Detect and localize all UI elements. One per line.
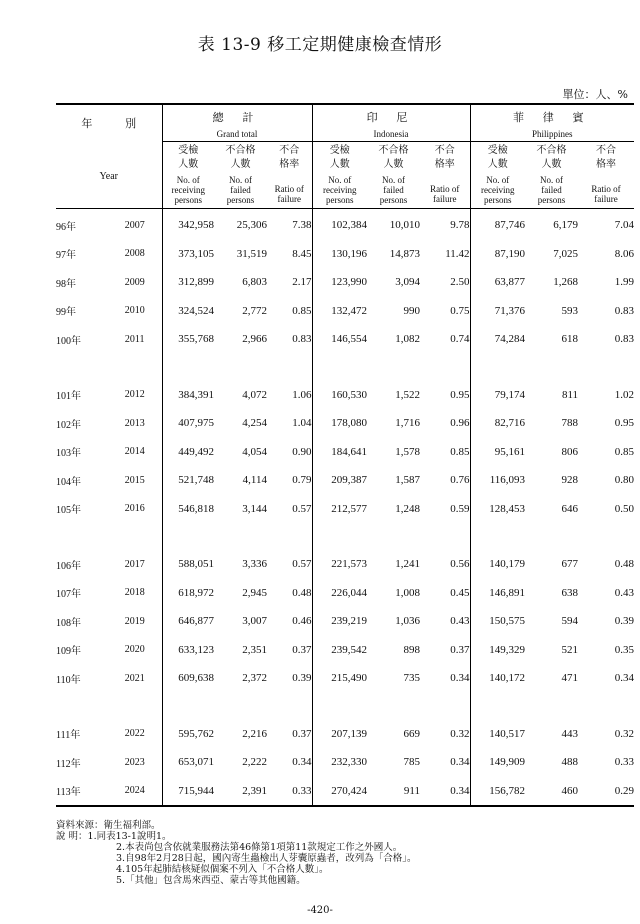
year-ad: 2012 bbox=[108, 381, 162, 410]
indonesia-failed-cell: 911 bbox=[403, 784, 421, 797]
subheader-en: persons bbox=[379, 195, 408, 205]
indonesia-failed-cell: 1,522 bbox=[395, 388, 421, 401]
subheader-cell bbox=[267, 142, 312, 209]
philippines-failed-cell: 594 bbox=[561, 615, 579, 628]
subheader-zh: 格率 bbox=[596, 159, 617, 170]
indonesia-receiving-cell: 226,044 bbox=[331, 586, 368, 599]
note-item: 4.105年起肺結核疑似個案不列入「不合格人數」。 bbox=[116, 864, 329, 875]
total-failed-cell: 3,007 bbox=[242, 615, 267, 628]
philippines-failed-cell: 6,179 bbox=[553, 219, 579, 232]
year-roc: 100年 bbox=[56, 335, 81, 347]
indonesia-failed-cell: 785 bbox=[403, 756, 421, 769]
total-receiving-cell: 633,123 bbox=[178, 643, 214, 656]
table-row bbox=[56, 720, 634, 749]
philippines-failed-cell: 443 bbox=[561, 727, 579, 740]
note-label: 說 明： bbox=[56, 831, 88, 842]
indonesia-failed-cell: 1,248 bbox=[395, 502, 421, 515]
philippines-receiving-cell: 128,453 bbox=[489, 502, 526, 515]
indonesia-ratio-cell: 0.45 bbox=[420, 579, 470, 608]
subheader-en: No. of bbox=[486, 175, 510, 185]
table-row bbox=[56, 495, 634, 524]
total-ratio-cell: 2.17 bbox=[267, 268, 312, 297]
total-ratio-cell: 8.45 bbox=[267, 240, 312, 269]
indonesia-failed-cell: 1,036 bbox=[395, 615, 421, 628]
total-failed-cell: 2,222 bbox=[242, 756, 267, 769]
indonesia-ratio-cell: 9.78 bbox=[420, 209, 470, 240]
group-header-en: Grand total bbox=[216, 129, 258, 139]
philippines-ratio-cell: 0.32 bbox=[614, 727, 635, 740]
philippines-failed-cell: 7,025 bbox=[553, 247, 579, 260]
total-receiving-cell: 521,748 bbox=[178, 474, 214, 487]
philippines-failed-cell: 677 bbox=[561, 558, 579, 571]
subheader-en: persons bbox=[484, 195, 512, 205]
total-receiving-cell: 609,638 bbox=[178, 672, 214, 685]
indonesia-ratio-cell: 0.74 bbox=[420, 325, 470, 354]
year-ad: 2023 bbox=[108, 748, 162, 777]
philippines-failed-cell: 638 bbox=[561, 586, 579, 599]
total-ratio-cell: 0.79 bbox=[267, 466, 312, 495]
philippines-ratio-cell: 0.29 bbox=[614, 784, 635, 797]
subheader-en: No. of bbox=[540, 175, 564, 185]
philippines-failed-cell: 488 bbox=[561, 756, 579, 769]
group-header-en: Philippines bbox=[532, 129, 573, 139]
table-row bbox=[56, 240, 634, 269]
philippines-receiving-cell: 140,172 bbox=[489, 672, 526, 685]
subheader-en: failed bbox=[541, 185, 562, 195]
year-header-en: Year bbox=[99, 170, 118, 182]
total-receiving-cell: 595,762 bbox=[178, 727, 214, 740]
indonesia-receiving-cell: 178,080 bbox=[331, 417, 368, 430]
total-ratio-cell: 0.57 bbox=[267, 550, 312, 579]
year-roc: 107年 bbox=[56, 589, 81, 601]
year-ad: 2008 bbox=[108, 240, 162, 269]
year-ad: 2016 bbox=[108, 495, 162, 524]
year-ad: 2019 bbox=[108, 607, 162, 636]
total-ratio-cell: 0.90 bbox=[267, 438, 312, 467]
indonesia-ratio-cell: 0.75 bbox=[420, 297, 470, 326]
total-receiving-cell: 384,391 bbox=[178, 388, 214, 401]
philippines-receiving-cell: 87,190 bbox=[494, 247, 526, 260]
subheader-en: No. of bbox=[328, 175, 352, 185]
indonesia-ratio-cell: 0.37 bbox=[420, 636, 470, 665]
subheader-cell bbox=[525, 142, 578, 209]
indonesia-receiving-cell: 123,990 bbox=[331, 276, 368, 289]
philippines-failed-cell: 928 bbox=[561, 474, 579, 487]
subheader-cell bbox=[578, 142, 634, 209]
indonesia-failed-cell: 3,094 bbox=[395, 276, 421, 289]
total-ratio-cell: 1.04 bbox=[267, 409, 312, 438]
indonesia-receiving-cell: 212,577 bbox=[331, 502, 368, 515]
total-ratio-cell: 1.06 bbox=[267, 381, 312, 410]
philippines-ratio-cell: 0.35 bbox=[614, 643, 635, 656]
year-roc: 108年 bbox=[56, 617, 81, 629]
subheader-en: No. of bbox=[229, 175, 252, 185]
year-ad: 2017 bbox=[108, 550, 162, 579]
year-roc: 101年 bbox=[56, 391, 81, 403]
philippines-failed-cell: 811 bbox=[561, 388, 579, 401]
philippines-receiving-cell: 150,575 bbox=[489, 615, 526, 628]
subheader-zh: 受檢 bbox=[487, 145, 508, 156]
table-row bbox=[56, 636, 634, 665]
table-row bbox=[56, 209, 634, 240]
subheader-en: No. of bbox=[382, 175, 406, 185]
indonesia-receiving-cell: 239,542 bbox=[331, 643, 368, 656]
total-receiving-cell: 715,944 bbox=[178, 784, 214, 797]
total-ratio-cell: 0.33 bbox=[267, 777, 312, 807]
total-receiving-cell: 618,972 bbox=[178, 586, 214, 599]
total-failed-cell: 2,372 bbox=[242, 672, 267, 685]
total-ratio-cell: 0.39 bbox=[267, 664, 312, 693]
philippines-failed-cell: 646 bbox=[561, 502, 579, 515]
indonesia-failed-cell: 1,082 bbox=[395, 333, 421, 346]
total-failed-cell: 6,803 bbox=[242, 276, 267, 289]
philippines-ratio-cell: 1.99 bbox=[614, 276, 635, 289]
subheader-zh: 受檢 bbox=[178, 145, 199, 156]
subheader-zh: 格率 bbox=[279, 159, 300, 170]
philippines-ratio-cell: 0.83 bbox=[614, 333, 635, 346]
total-failed-cell: 3,336 bbox=[242, 558, 267, 571]
philippines-receiving-cell: 95,161 bbox=[494, 445, 526, 458]
total-receiving-cell: 324,524 bbox=[178, 304, 214, 317]
indonesia-failed-cell: 1,716 bbox=[395, 417, 421, 430]
subheader-en: Ratio of bbox=[591, 184, 621, 194]
philippines-ratio-cell: 1.02 bbox=[614, 388, 635, 401]
year-roc: 110年 bbox=[56, 674, 81, 686]
year-ad: 2015 bbox=[108, 466, 162, 495]
philippines-receiving-cell: 149,909 bbox=[489, 756, 526, 769]
unit-label: 單位：人、% bbox=[562, 88, 628, 101]
philippines-ratio-cell: 0.85 bbox=[614, 445, 635, 458]
note-item: 3.自98年2月28日起，國內寄生蟲檢出人芽囊原蟲者，改列為「合格」。 bbox=[116, 853, 417, 864]
philippines-receiving-cell: 116,093 bbox=[489, 474, 526, 487]
philippines-ratio-cell: 0.33 bbox=[614, 756, 635, 769]
table-row bbox=[56, 466, 634, 495]
year-roc: 104年 bbox=[56, 476, 81, 488]
total-failed-cell: 2,966 bbox=[242, 333, 267, 346]
table-row bbox=[56, 325, 634, 354]
group-header-zh: 總 計 bbox=[212, 112, 262, 124]
indonesia-ratio-cell: 11.42 bbox=[420, 240, 470, 269]
philippines-failed-cell: 593 bbox=[561, 304, 579, 317]
total-failed-cell: 2,772 bbox=[242, 304, 267, 317]
indonesia-receiving-cell: 184,641 bbox=[331, 445, 368, 458]
total-failed-cell: 4,254 bbox=[242, 417, 267, 430]
total-receiving-cell: 588,051 bbox=[178, 558, 214, 571]
subheader-en: failure bbox=[594, 194, 618, 204]
philippines-failed-cell: 1,268 bbox=[553, 276, 579, 289]
philippines-receiving-cell: 63,877 bbox=[494, 276, 526, 289]
notes-section bbox=[56, 820, 616, 886]
philippines-failed-cell: 460 bbox=[561, 784, 579, 797]
subheader-en: Ratio of bbox=[274, 184, 304, 194]
year-roc: 113年 bbox=[56, 787, 81, 799]
total-failed-cell: 3,144 bbox=[242, 502, 267, 515]
year-roc: 105年 bbox=[56, 505, 81, 517]
year-ad: 2022 bbox=[108, 720, 162, 749]
indonesia-failed-cell: 1,241 bbox=[395, 558, 421, 571]
subheader-en: persons bbox=[537, 195, 566, 205]
note-line-1 bbox=[56, 831, 616, 842]
subheader-zh: 不合 bbox=[434, 145, 455, 156]
table-row bbox=[56, 268, 634, 297]
subheader-en: failed bbox=[230, 185, 251, 195]
indonesia-ratio-cell: 0.76 bbox=[420, 466, 470, 495]
indonesia-receiving-cell: 160,530 bbox=[331, 388, 368, 401]
group-header-indonesia bbox=[312, 104, 470, 142]
indonesia-failed-cell: 990 bbox=[403, 304, 421, 317]
philippines-ratio-cell: 0.34 bbox=[614, 672, 635, 685]
note-item: 2.本表尚包含依就業服務法第46條第1項第11款規定工作之外國人。 bbox=[116, 842, 403, 853]
philippines-receiving-cell: 74,284 bbox=[494, 333, 526, 346]
year-roc: 102年 bbox=[56, 419, 81, 431]
total-failed-cell: 4,054 bbox=[242, 445, 267, 458]
year-roc: 112年 bbox=[56, 758, 81, 770]
subheader-zh: 不合 bbox=[279, 145, 300, 156]
table-row bbox=[56, 297, 634, 326]
philippines-failed-cell: 521 bbox=[561, 643, 579, 656]
subheader-zh: 人數 bbox=[383, 159, 404, 170]
spacer-row bbox=[56, 354, 634, 381]
philippines-receiving-cell: 140,517 bbox=[489, 727, 526, 740]
philippines-failed-cell: 788 bbox=[561, 417, 579, 430]
note-source: 資料來源：衛生福利部。 bbox=[56, 820, 161, 831]
year-roc: 111年 bbox=[56, 730, 81, 742]
subheader-en: persons bbox=[326, 195, 354, 205]
year-ad: 2018 bbox=[108, 579, 162, 608]
table-row bbox=[56, 409, 634, 438]
philippines-receiving-cell: 149,329 bbox=[489, 643, 526, 656]
philippines-ratio-cell: 7.04 bbox=[614, 219, 635, 232]
year-roc: 97年 bbox=[56, 250, 76, 262]
subheader-zh: 格率 bbox=[434, 159, 455, 170]
subheader-en: No. of bbox=[176, 175, 200, 185]
year-header bbox=[56, 104, 162, 142]
philippines-receiving-cell: 79,174 bbox=[494, 388, 526, 401]
page-title: 表 13-9 移工定期健康檢查情形 bbox=[197, 35, 443, 55]
subheader-en: persons bbox=[174, 195, 202, 205]
subheader-en: failed bbox=[383, 185, 404, 195]
year-roc: 109年 bbox=[56, 646, 81, 658]
total-failed-cell: 4,072 bbox=[242, 388, 267, 401]
table-row bbox=[56, 664, 634, 693]
table-row bbox=[56, 748, 634, 777]
indonesia-failed-cell: 14,873 bbox=[389, 247, 421, 260]
indonesia-receiving-cell: 130,196 bbox=[331, 247, 368, 260]
group-header-zh: 菲 律 賓 bbox=[513, 112, 592, 124]
subheader-cell bbox=[470, 142, 525, 209]
total-receiving-cell: 312,899 bbox=[178, 276, 214, 289]
subheader-cell bbox=[420, 142, 470, 209]
subheader-zh: 不合格 bbox=[536, 145, 567, 156]
page-number: -420- bbox=[307, 905, 333, 916]
indonesia-ratio-cell: 0.32 bbox=[420, 720, 470, 749]
subheader-zh: 人數 bbox=[230, 159, 251, 170]
total-ratio-cell: 7.38 bbox=[267, 209, 312, 240]
table-row bbox=[56, 777, 634, 807]
table-row bbox=[56, 607, 634, 636]
total-receiving-cell: 646,877 bbox=[178, 615, 214, 628]
year-roc: 103年 bbox=[56, 448, 81, 460]
indonesia-receiving-cell: 209,387 bbox=[331, 474, 368, 487]
group-header-en: Indonesia bbox=[373, 129, 409, 139]
indonesia-failed-cell: 735 bbox=[403, 672, 421, 685]
total-failed-cell: 2,216 bbox=[242, 727, 267, 740]
group-header-total bbox=[162, 104, 312, 142]
indonesia-failed-cell: 1,587 bbox=[395, 474, 421, 487]
year-ad: 2021 bbox=[108, 664, 162, 693]
indonesia-failed-cell: 669 bbox=[403, 727, 421, 740]
total-ratio-cell: 0.37 bbox=[267, 636, 312, 665]
philippines-ratio-cell: 0.83 bbox=[614, 304, 635, 317]
year-roc: 99年 bbox=[56, 307, 76, 319]
health-check-table bbox=[56, 103, 634, 807]
philippines-ratio-cell: 0.48 bbox=[614, 558, 635, 571]
note-item: 1.同表13-1說明1。 bbox=[87, 831, 172, 842]
group-header-philippines bbox=[470, 104, 634, 142]
subheader-en: receiving bbox=[171, 185, 205, 195]
subheader-cell bbox=[214, 142, 267, 209]
philippines-failed-cell: 471 bbox=[561, 672, 579, 685]
philippines-ratio-cell: 0.95 bbox=[614, 417, 635, 430]
indonesia-ratio-cell: 0.34 bbox=[420, 777, 470, 807]
subheader-zh: 不合格 bbox=[225, 145, 256, 156]
subheader-zh: 受檢 bbox=[329, 145, 350, 156]
total-failed-cell: 31,519 bbox=[236, 247, 267, 260]
year-ad: 2013 bbox=[108, 409, 162, 438]
total-ratio-cell: 0.57 bbox=[267, 495, 312, 524]
year-ad: 2020 bbox=[108, 636, 162, 665]
table-row bbox=[56, 579, 634, 608]
indonesia-failed-cell: 898 bbox=[403, 643, 421, 656]
table-row bbox=[56, 438, 634, 467]
note-item: 5.「其他」包含馬來西亞、蒙古等其他國籍。 bbox=[116, 875, 306, 886]
indonesia-receiving-cell: 146,554 bbox=[331, 333, 368, 346]
table-row bbox=[56, 550, 634, 579]
indonesia-ratio-cell: 0.34 bbox=[420, 748, 470, 777]
year-header-en-cell bbox=[56, 142, 162, 209]
indonesia-receiving-cell: 232,330 bbox=[331, 756, 368, 769]
year-roc: 96年 bbox=[56, 221, 76, 233]
year-ad: 2014 bbox=[108, 438, 162, 467]
total-failed-cell: 2,351 bbox=[242, 643, 267, 656]
indonesia-failed-cell: 10,010 bbox=[389, 219, 421, 232]
total-failed-cell: 4,114 bbox=[242, 474, 267, 487]
philippines-receiving-cell: 87,746 bbox=[494, 219, 526, 232]
indonesia-failed-cell: 1,578 bbox=[395, 445, 421, 458]
philippines-receiving-cell: 146,891 bbox=[489, 586, 526, 599]
year-ad: 2010 bbox=[108, 297, 162, 326]
philippines-ratio-cell: 8.06 bbox=[614, 247, 635, 260]
subheader-en: Ratio of bbox=[430, 184, 460, 194]
subheader-en: persons bbox=[226, 195, 255, 205]
philippines-ratio-cell: 0.80 bbox=[614, 474, 635, 487]
subheader-en: failure bbox=[433, 194, 457, 204]
indonesia-ratio-cell: 0.85 bbox=[420, 438, 470, 467]
subheader-en: receiving bbox=[323, 185, 357, 195]
indonesia-ratio-cell: 0.96 bbox=[420, 409, 470, 438]
year-header-zh: 年 別 bbox=[81, 118, 137, 131]
subheader-zh: 人數 bbox=[178, 159, 199, 170]
total-receiving-cell: 449,492 bbox=[178, 445, 214, 458]
subheader-zh: 人數 bbox=[487, 159, 508, 170]
indonesia-receiving-cell: 215,490 bbox=[331, 672, 368, 685]
total-receiving-cell: 407,975 bbox=[178, 417, 214, 430]
spacer-row bbox=[56, 523, 634, 550]
total-ratio-cell: 0.46 bbox=[267, 607, 312, 636]
subheader-cell bbox=[162, 142, 214, 209]
spacer-row bbox=[56, 693, 634, 720]
total-receiving-cell: 373,105 bbox=[178, 247, 214, 260]
philippines-ratio-cell: 0.50 bbox=[614, 502, 635, 515]
indonesia-failed-cell: 1,008 bbox=[395, 586, 421, 599]
philippines-receiving-cell: 140,179 bbox=[489, 558, 526, 571]
year-roc: 98年 bbox=[56, 278, 76, 290]
total-ratio-cell: 0.48 bbox=[267, 579, 312, 608]
philippines-failed-cell: 806 bbox=[561, 445, 579, 458]
total-failed-cell: 2,945 bbox=[242, 586, 267, 599]
total-ratio-cell: 0.83 bbox=[267, 325, 312, 354]
indonesia-receiving-cell: 207,139 bbox=[331, 727, 368, 740]
subheader-zh: 人數 bbox=[541, 159, 562, 170]
philippines-ratio-cell: 0.39 bbox=[614, 615, 635, 628]
total-ratio-cell: 0.34 bbox=[267, 748, 312, 777]
year-ad: 2011 bbox=[108, 325, 162, 354]
philippines-ratio-cell: 0.43 bbox=[614, 586, 635, 599]
philippines-receiving-cell: 71,376 bbox=[494, 304, 526, 317]
year-ad: 2024 bbox=[108, 777, 162, 807]
indonesia-ratio-cell: 0.34 bbox=[420, 664, 470, 693]
indonesia-receiving-cell: 270,424 bbox=[331, 784, 368, 797]
indonesia-receiving-cell: 102,384 bbox=[331, 219, 368, 232]
subheader-zh: 不合 bbox=[596, 145, 617, 156]
subheader-en: failure bbox=[277, 194, 301, 204]
total-receiving-cell: 653,071 bbox=[178, 756, 214, 769]
table-body bbox=[56, 209, 634, 807]
group-header-zh: 印 尼 bbox=[366, 112, 416, 124]
subheader-cell bbox=[312, 142, 367, 209]
total-ratio-cell: 0.37 bbox=[267, 720, 312, 749]
year-ad: 2007 bbox=[108, 209, 162, 240]
indonesia-ratio-cell: 2.50 bbox=[420, 268, 470, 297]
total-receiving-cell: 342,958 bbox=[178, 219, 214, 232]
year-roc: 106年 bbox=[56, 560, 81, 572]
subheader-cell bbox=[367, 142, 420, 209]
philippines-receiving-cell: 156,782 bbox=[489, 784, 526, 797]
total-receiving-cell: 546,818 bbox=[178, 502, 214, 515]
indonesia-ratio-cell: 0.43 bbox=[420, 607, 470, 636]
philippines-receiving-cell: 82,716 bbox=[494, 417, 526, 430]
subheader-zh: 不合格 bbox=[378, 145, 409, 156]
total-failed-cell: 2,391 bbox=[242, 784, 267, 797]
year-ad: 2009 bbox=[108, 268, 162, 297]
table-row bbox=[56, 381, 634, 410]
indonesia-receiving-cell: 239,219 bbox=[331, 615, 368, 628]
indonesia-ratio-cell: 0.56 bbox=[420, 550, 470, 579]
subheader-zh: 人數 bbox=[329, 159, 350, 170]
total-receiving-cell: 355,768 bbox=[178, 333, 214, 346]
indonesia-ratio-cell: 0.95 bbox=[420, 381, 470, 410]
total-ratio-cell: 0.85 bbox=[267, 297, 312, 326]
indonesia-ratio-cell: 0.59 bbox=[420, 495, 470, 524]
indonesia-receiving-cell: 132,472 bbox=[331, 304, 368, 317]
subheader-en: receiving bbox=[481, 185, 515, 195]
total-failed-cell: 25,306 bbox=[236, 219, 267, 232]
indonesia-receiving-cell: 221,573 bbox=[331, 558, 368, 571]
philippines-failed-cell: 618 bbox=[561, 333, 579, 346]
